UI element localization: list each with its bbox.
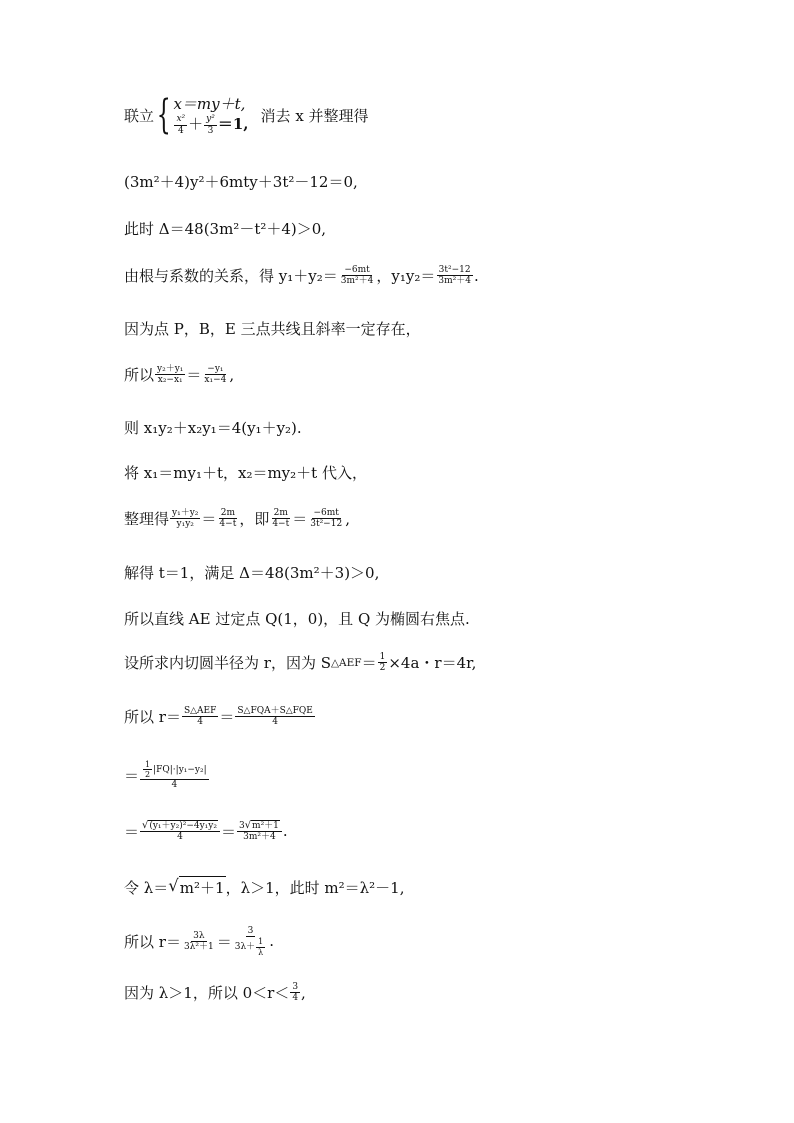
equation-line: x＝my＋t, [173,95,246,113]
fraction-sum: $\frac{-6mt}{\text{3m²＋4}}$ [340,265,374,287]
radius-lambda-line: 所以 r＝ $\frac{3\lambda}{\text{3λ²＋1}}$ ＝ 3 3λ＋ $\frac{1}{\lambda}$ . [124,926,275,957]
substitution-lambda-line: 令 λ＝ √ m²＋1 ，λ＞1，此时 m²＝λ²－1, [124,876,405,897]
fraction-product: $\frac{\text{3t²−12}}{\text{3m²＋4}}$ [438,265,471,287]
relation-line: 则 x₁y₂＋x₂y₁＝4(y₁＋y₂). [124,419,302,437]
radius-line-3: ＝ √ (y₁＋y₂)²−4y₁y₂ 4 ＝ 3 √ m²＋1 3m²＋4 . [124,820,288,843]
area-line: 设所求内切圆半径为 r，因为 S △AEF ＝ $\frac{1}{2}$ ×4a・r＝4r, [124,652,477,674]
simplify-line: 整理得 $\frac{\text{y₁＋y₂}}{\text{y₁y₂}}$ ＝ $\frac{2m}{4-t}$ ，即 $\frac{2m}{4-t}$ ＝ $\frac{-6mt}{\text{3t²−12}}$ , [124,508,350,530]
system-line [124,92,369,139]
discriminant-line: 此时 Δ＝48(3m²－t²＋4)＞0, [124,220,327,238]
slope-line: 所以 $\frac{\text{y₂＋y₁}}{\text{x₂−x₁}}$ ＝ $\frac{\text{−y₁}}{\text{x₁−4}}$ , [124,364,235,386]
range-line: 因为 λ＞1，所以 0＜r＜ $\frac{3}{4}$ , [124,982,306,1004]
text-lianli: 联立 [124,106,155,125]
equation-system [154,92,249,139]
ellipse-equation: $\frac{\text{x²}}{4}$ ＋ $\frac{\text{y²}}{3}$ ＝1, [176,114,249,136]
quadratic-line: (3m²＋4)y²＋6mty＋3t²－12＝0, [124,173,358,191]
radius-line-2: ＝ $\frac{1}{2}$ |FQ|·|y₁−y₂| 4 [124,760,207,791]
substitute-line: 将 x₁＝my₁＋t，x₂＝my₂＋t 代入， [124,464,367,482]
text-eliminate: 消去 x 并整理得 [260,106,369,125]
fixed-point-line: 所以直线 AE 过定点 Q(1，0)，且 Q 为椭圆右焦点. [124,610,470,628]
solve-line: 解得 t＝1，满足 Δ＝48(3m²＋3)＞0, [124,564,380,582]
vieta-line: 由根与系数的关系，得 y₁＋y₂＝ $\frac{-6mt}{\text{3m²＋4}}$ ，y₁y₂＝ $\frac{\text{3t²−12}}{\text{3m²＋4}}$ . [124,265,479,287]
collinear-line: 因为点 P，B，E 三点共线且斜率一定存在， [124,320,421,338]
radius-line-1: 所以 r＝ $\frac{\text{S△AEF}}{4}$ ＝ $\frac{\text{S△FQA＋S△FQE}}{4}$ [124,706,313,728]
left-brace: { [156,92,171,139]
